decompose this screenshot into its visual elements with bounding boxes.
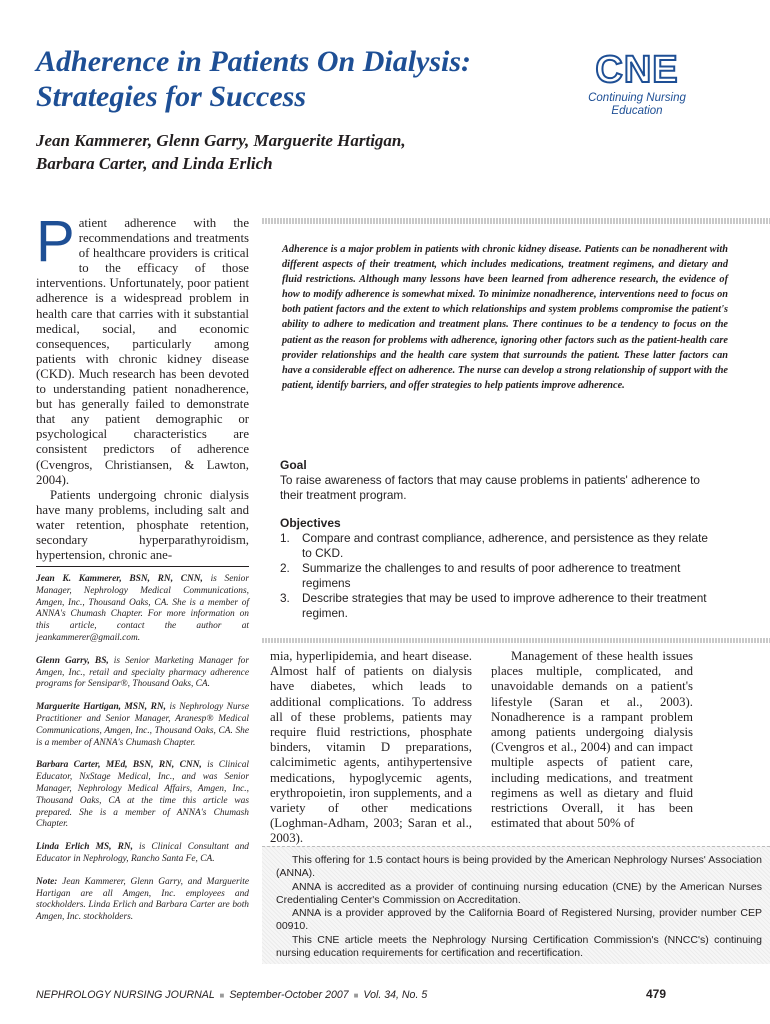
notice-paragraph-4: This CNE article meets the Nephrology Nursing Certification Commission's (NNCC's) continuing nursing education requirements for certification and recertification. bbox=[276, 933, 762, 960]
note-label: Note: bbox=[36, 876, 58, 887]
author-bio bbox=[36, 656, 249, 691]
separator-icon: ■ bbox=[353, 991, 359, 1000]
notice-paragraph-2: ANNA is accredited as a provider of continuing nursing education (CNE) by the American Nurses Credentialing Center's Commission on Accreditation. bbox=[276, 880, 762, 906]
bio-text: is Senior Marketing Manager for Amgen, Inc., retail and specialty pharmacy adherence programs for Sensipar®, Thousand Oaks, CA. bbox=[36, 655, 249, 690]
cne-logo-subtitle bbox=[572, 92, 702, 118]
body-column-right bbox=[491, 649, 693, 831]
objectives-bottom-rule bbox=[262, 638, 770, 643]
journal-name: NEPHROLOGY NURSING JOURNAL bbox=[36, 989, 215, 1001]
goal-text: To raise awareness of factors that may cause problems in patients' adherence to their treatment program. bbox=[280, 473, 700, 502]
objective-text: Summarize the challenges to and results of poor adherence to treatment regimens bbox=[302, 561, 681, 590]
objective-number: 3. bbox=[280, 591, 290, 605]
notice-paragraph-1: This offering for 1.5 contact hours is being provided by the American Nephrology Nurses' Association (ANNA). bbox=[276, 854, 762, 880]
author-bio bbox=[36, 702, 249, 749]
author-list bbox=[36, 129, 556, 175]
abstract: Adherence is a major problem in patients with chronic kidney disease. Patients can be nonadherent with different aspects of their treatment, which includes medications, treatment regimens, and dietary and fluid restrictions. Although many lessons have been learned from adherence research, the evidence of how to modify adherence is somewhat mixed. To minimize nonadherence, interventions need to focus on both patient factors and the extent to which relationships and system problems compromise the patient's ability to adhere to medication and treatment plans. There continues to be a tendency to focus on the patient as the reason for problems with adherence, ignoring other factors such as the patient-health care provider relationships and the health care system that surrounds the patient. These latter factors can have a considerable effect on adherence. The nurse can develop a strong relationship of support with the patient, identify barriers, and offer strategies to help patients improve adherence. bbox=[282, 244, 728, 391]
issue-date: September-October 2007 bbox=[229, 989, 349, 1001]
objectives-section bbox=[280, 515, 720, 621]
page-footer bbox=[36, 988, 665, 1003]
bio-text: is Clinical Educator, NxStage Medical, Inc., and was Senior Manager, Nephrology Medical Affairs, Amgen, Inc., Thousand Oaks, CA at the time this article was prepared. She is a member of ANNA's Chumash Chapter. bbox=[36, 760, 249, 830]
bio-text: is Nephrology Nurse Practitioner and Senior Manager, Aranesp® Medical Communications, Amgen, Inc., Thousand Oaks, CA. She is a member of ANNA's Chumash Chapter. bbox=[36, 702, 249, 748]
cne-logo-line-1: Continuing Nursing bbox=[588, 92, 686, 104]
author-bio bbox=[36, 760, 249, 831]
objective-number: 1. bbox=[280, 531, 290, 545]
author-bio bbox=[36, 574, 249, 645]
bio-text: is Senior Manager, Nephrology Medical Communications, Amgen, Inc., Thousand Oaks, CA. She is a member of ANNA's Chumash Chapter. For more information on this article, contact the author at jeankammerer@gmail.com. bbox=[36, 574, 249, 643]
objective-item bbox=[280, 561, 720, 591]
abstract-top-rule bbox=[262, 218, 770, 224]
title-line-2: Strategies for Success bbox=[36, 80, 306, 113]
objective-item bbox=[280, 591, 720, 621]
volume-number: Vol. 34, No. 5 bbox=[363, 989, 428, 1001]
body-column-middle: mia, hyperlipidemia, and heart disease. Almost half of patients on dialysis have diabetes, which leads to additional complications. To address all of these problems, patients may require fluid restrictions, phosphate binders, vitamin D preparations, calcimimetic agents, antihypertensive medications, hypoglycemic agents, erythropoietin, iron supplements, and a variety of other medications (Loghman-Adham, 2003; Saran et al., 2003). bbox=[270, 649, 472, 846]
author-bios bbox=[36, 574, 249, 935]
separator-icon: ■ bbox=[219, 991, 225, 1000]
cne-logo bbox=[572, 50, 702, 118]
body-paragraph-1-text: atient adherence with the recommendations and treatments of healthcare providers is critical to the efficacy of those interventions. Unfortunately, poor patient adherence is a widespread problem in health care that carries with it substantial medical, social, and economic consequences, particularly among patients with chronic kidney disease (CKD). Much research has been devoted to understanding patient nonadherence, but has generally failed to demonstrate that any patient demographic or psychological characteristics are consistent predictors of adherence (Cvengros, Christiansen, & Lawton, 2004). bbox=[36, 216, 249, 487]
bio-divider bbox=[36, 566, 249, 567]
note-text: Jean Kammerer, Glenn Garry, and Marguerite Hartigan are all Amgen, Inc. employees and stockholders. Linda Erlich and Barbara Carter are both Amgen, Inc. stockholders. bbox=[36, 876, 249, 923]
body-paragraph-right: Management of these health issues places multiple, complicated, and unavoidable demands on a patient's lifestyle (Saran et al., 2003). Nonadherence is a rampant problem among patients undergoing dialysis (Cvengros et al., 2004) and can impact multiple aspects of patient care, including medications, and treatment regimens as well as dietary and fluid restrictions Overall, it has been estimated that about 50% of bbox=[491, 649, 693, 831]
author-note bbox=[36, 877, 249, 924]
objective-item bbox=[280, 531, 720, 561]
goal-section bbox=[280, 457, 720, 503]
bio-name: Marguerite Hartigan, MSN, RN, bbox=[36, 702, 166, 713]
cne-logo-line-2: Education bbox=[611, 105, 663, 117]
objective-text: Compare and contrast compliance, adherence, and persistence as they relate to CKD. bbox=[302, 531, 708, 560]
bio-name: Jean K. Kammerer, BSN, RN, CNN, bbox=[36, 574, 203, 584]
body-paragraph-2: Patients undergoing chronic dialysis have many problems, including salt and water retention, phosphate retention, secondary hyperparathyroidism, hypertension, chronic ane- bbox=[36, 487, 249, 563]
bio-name: Glenn Garry, BS, bbox=[36, 655, 109, 666]
bio-name: Linda Erlich MS, RN, bbox=[36, 842, 133, 853]
objectives-heading: Objectives bbox=[280, 516, 341, 530]
objective-text: Describe strategies that may be used to improve adherence to their treatment regimen. bbox=[302, 591, 707, 620]
title-line-1: Adherence in Patients On Dialysis: bbox=[36, 45, 472, 78]
page-number: 479 bbox=[645, 987, 666, 1001]
authors-line-2: Barbara Carter, and Linda Erlich bbox=[36, 154, 273, 173]
authors-line-1: Jean Kammerer, Glenn Garry, Marguerite Hartigan, bbox=[36, 131, 406, 150]
cne-logo-mark: CNE bbox=[595, 49, 679, 91]
drop-cap: P bbox=[36, 209, 75, 274]
bio-name: Barbara Carter, MEd, BSN, RN, CNN, bbox=[36, 760, 202, 771]
objectives-list bbox=[280, 531, 720, 621]
goal-heading: Goal bbox=[280, 458, 307, 472]
objective-number: 2. bbox=[280, 561, 290, 575]
accreditation-notice bbox=[262, 846, 770, 964]
bio-text: is Clinical Consultant and Educator in Nephrology, Rancho Santa Fe, CA. bbox=[36, 842, 249, 864]
notice-paragraph-3: ANNA is a provider approved by the California Board of Registered Nursing, provider number CEP 00910. bbox=[276, 907, 762, 933]
author-bio bbox=[36, 842, 249, 866]
body-paragraph-1 bbox=[36, 209, 249, 488]
article-title bbox=[36, 44, 556, 114]
body-column-left bbox=[36, 209, 249, 563]
